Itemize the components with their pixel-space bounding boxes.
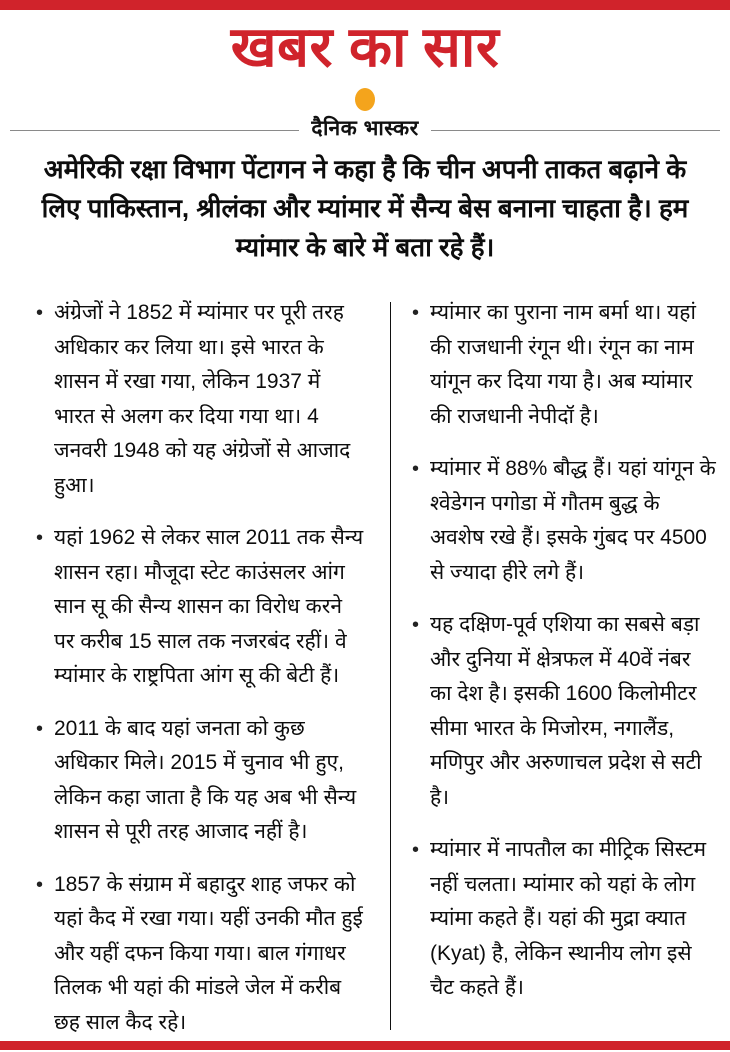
bullet-icon: • (36, 873, 44, 896)
logo-rule-right (431, 130, 720, 131)
brand-dot-icon (355, 88, 375, 111)
intro-text: अमेरिकी रक्षा विभाग पेंटागन ने कहा है कि चीन अपनी ताकत बढ़ाने के लिए पाकिस्तान, श्रीलंका और म्यांमार में सैन्य बेस बनाना चाहता है। हम म्यांमार के बारे में बता रहे हैं। (41, 154, 689, 262)
right-column (412, 296, 717, 1006)
list-item (412, 296, 717, 434)
brand-logo (10, 88, 720, 142)
bullet-text: 1857 के संग्राम में बहादुर शाह जफर को यहां कैद में रखा गया। यहीं उनकी मौत हुई और यहीं दफन किया गया। बाल गंगाधर तिलक भी यहां की मांडले जेल में करीब छह साल कैद रहे। (54, 872, 363, 1034)
list-item (36, 296, 364, 503)
top-accent-bar (0, 0, 730, 10)
column-divider (390, 302, 391, 1030)
bullet-text: यह दक्षिण-पूर्व एशिया का सबसे बड़ा और दुनिया में क्षेत्रफल में 40वें नंबर का देश है। इसकी 1600 किलोमीटर सीमा भारत के मिजोरम, नगालैंड, मणिपुर और अरुणाचल प्रदेश से सटी है। (430, 613, 702, 809)
brand-name: दैनिक भास्कर (311, 117, 419, 140)
logo-rule-left (10, 130, 299, 131)
logo-center (299, 88, 430, 142)
bullet-icon: • (36, 717, 44, 740)
bullet-text: अंग्रेजों ने 1852 में म्यांमार पर पूरी तरह अधिकार कर लिया था। इसे भारत के शासन में रखा गया, लेकिन 1937 में भारत से अलग कर दिया गया था। 4 जनवरी 1948 को यह अंग्रेजों से आजाद हुआ। (54, 301, 351, 497)
bottom-accent-bar (0, 1041, 730, 1050)
left-column (36, 296, 364, 1040)
bullet-icon: • (412, 839, 420, 861)
list-item (412, 608, 717, 815)
bullet-text: म्यांमार में नापतौल का मीट्रिक सिस्टम नहीं चलता। म्यांमार को यहां के लोग म्यांमा कहते हैं। यहां की मुद्रा क्यात (Kyat) है, लेकिन स्थानीय लोग इसे चैट कहते हैं। (430, 838, 707, 999)
bullet-icon: • (36, 302, 44, 324)
bullet-text: म्यांमार का पुराना नाम बर्मा था। यहां की राजधानी रंगून थी। रंगून का नाम यांगून कर दिया गया है। अब म्यांमार की राजधानी नेपीदॉ है। (430, 301, 696, 428)
list-item (412, 452, 717, 590)
list-item (412, 833, 717, 1006)
bullet-text: यहां 1962 से लेकर साल 2011 तक सैन्य शासन रहा। मौजूदा स्टेट काउंसलर आंग सान सू की सैन्य शासन का विरोध करने पर करीब 15 साल तक नजरबंद रहीं। वे म्यांमार के राष्ट्रपिता आंग सू की बेटी हैं। (54, 526, 364, 687)
bullet-icon: • (36, 527, 44, 549)
bullet-icon: • (412, 302, 420, 324)
bullet-icon: • (412, 458, 420, 480)
list-item (36, 712, 364, 850)
bullet-text: म्यांमार में 88% बौद्ध हैं। यहां यांगून के श्वेडेगन पगोडा में गौतम बुद्ध के अवशेष रखे हैं। इसके गुंबद पर 4500 से ज्यादा हीरे लगे हैं। (430, 457, 716, 584)
list-item (36, 521, 364, 694)
list-item (36, 868, 364, 1041)
bullet-icon: • (412, 614, 420, 636)
page-title: खबर का सार (230, 15, 500, 78)
bullet-text: 2011 के बाद यहां जनता को कुछ अधिकार मिले। 2015 में चुनाव भी हुए, लेकिन कहा जाता है कि यह अब भी सैन्य शासन से पूरी तरह आजाद नहीं है। (54, 716, 357, 843)
